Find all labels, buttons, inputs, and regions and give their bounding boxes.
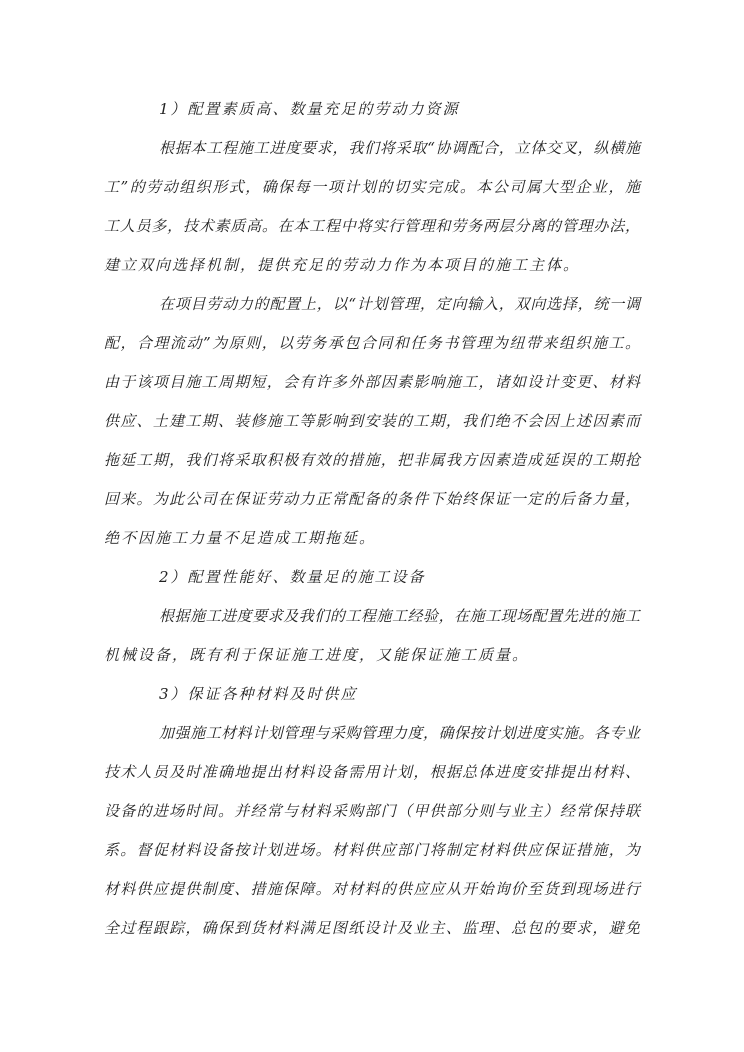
text-line: 技术人员及时准确地提出材料设备需用计划，根据总体进度安排提出材料、 — [104, 763, 640, 781]
text-line: 在项目劳动力的配置上，以“计划管理，定向输入，双向选择，统一调 — [159, 295, 640, 313]
text-line: 根据本工程施工进度要求，我们将采取“协调配合，立体交叉，纵横施 — [159, 139, 640, 157]
text-line: 工”的劳动组织形式，确保每一项计划的切实完成。本公司属大型企业，施 — [104, 178, 640, 196]
text-line: 材料供应提供制度、措施保障。对材料的供应应从开始询价至货到现场进行 — [104, 880, 640, 898]
text-line: 供应、土建工期、装修施工等影响到安装的工期，我们绝不会因上述因素而 — [104, 412, 640, 430]
text-line: 建立双向选择机制，提供充足的劳动力作为本项目的施工主体。 — [104, 256, 581, 274]
heading-line: 1）配置素质高、数量充足的劳动力资源 — [159, 100, 460, 118]
text-line: 机械设备，既有利于保证施工进度，又能保证施工质量。 — [104, 646, 530, 664]
text-line: 设备的进场时间。并经常与材料采购部门（甲供部分则与业主）经常保持联 — [104, 802, 640, 820]
text-line: 加强施工材料计划管理与采购管理力度，确保按计划进度实施。各专业 — [159, 724, 640, 742]
heading-line: 3）保证各种材料及时供应 — [159, 685, 358, 703]
heading-line: 2）配置性能好、数量足的施工设备 — [159, 568, 426, 586]
document-body — [104, 90, 640, 948]
text-line: 全过程跟踪，确保到货材料满足图纸设计及业主、监理、总包的要求，避免 — [104, 919, 640, 937]
text-line: 拖延工期，我们将采取积极有效的措施，把非属我方因素造成延误的工期抢 — [104, 451, 640, 469]
text-line: 根据施工进度要求及我们的工程施工经验，在施工现场配置先进的施工 — [159, 607, 640, 625]
text-line: 由于该项目施工周期短，会有许多外部因素影响施工，诸如设计变更、材料 — [104, 373, 640, 391]
text-line: 系。督促材料设备按计划进场。材料供应部门将制定材料供应保证措施，为 — [104, 841, 640, 859]
text-line: 回来。为此公司在保证劳动力正常配备的条件下始终保证一定的后备力量， — [104, 490, 640, 508]
text-line: 工人员多，技术素质高。在本工程中将实行管理和劳务两层分离的管理办法， — [104, 217, 640, 235]
text-line: 配，合理流动”为原则，以劳务承包合同和任务书管理为纽带来组织施工。 — [104, 334, 640, 352]
text-line: 绝不因施工力量不足造成工期拖延。 — [104, 529, 377, 547]
